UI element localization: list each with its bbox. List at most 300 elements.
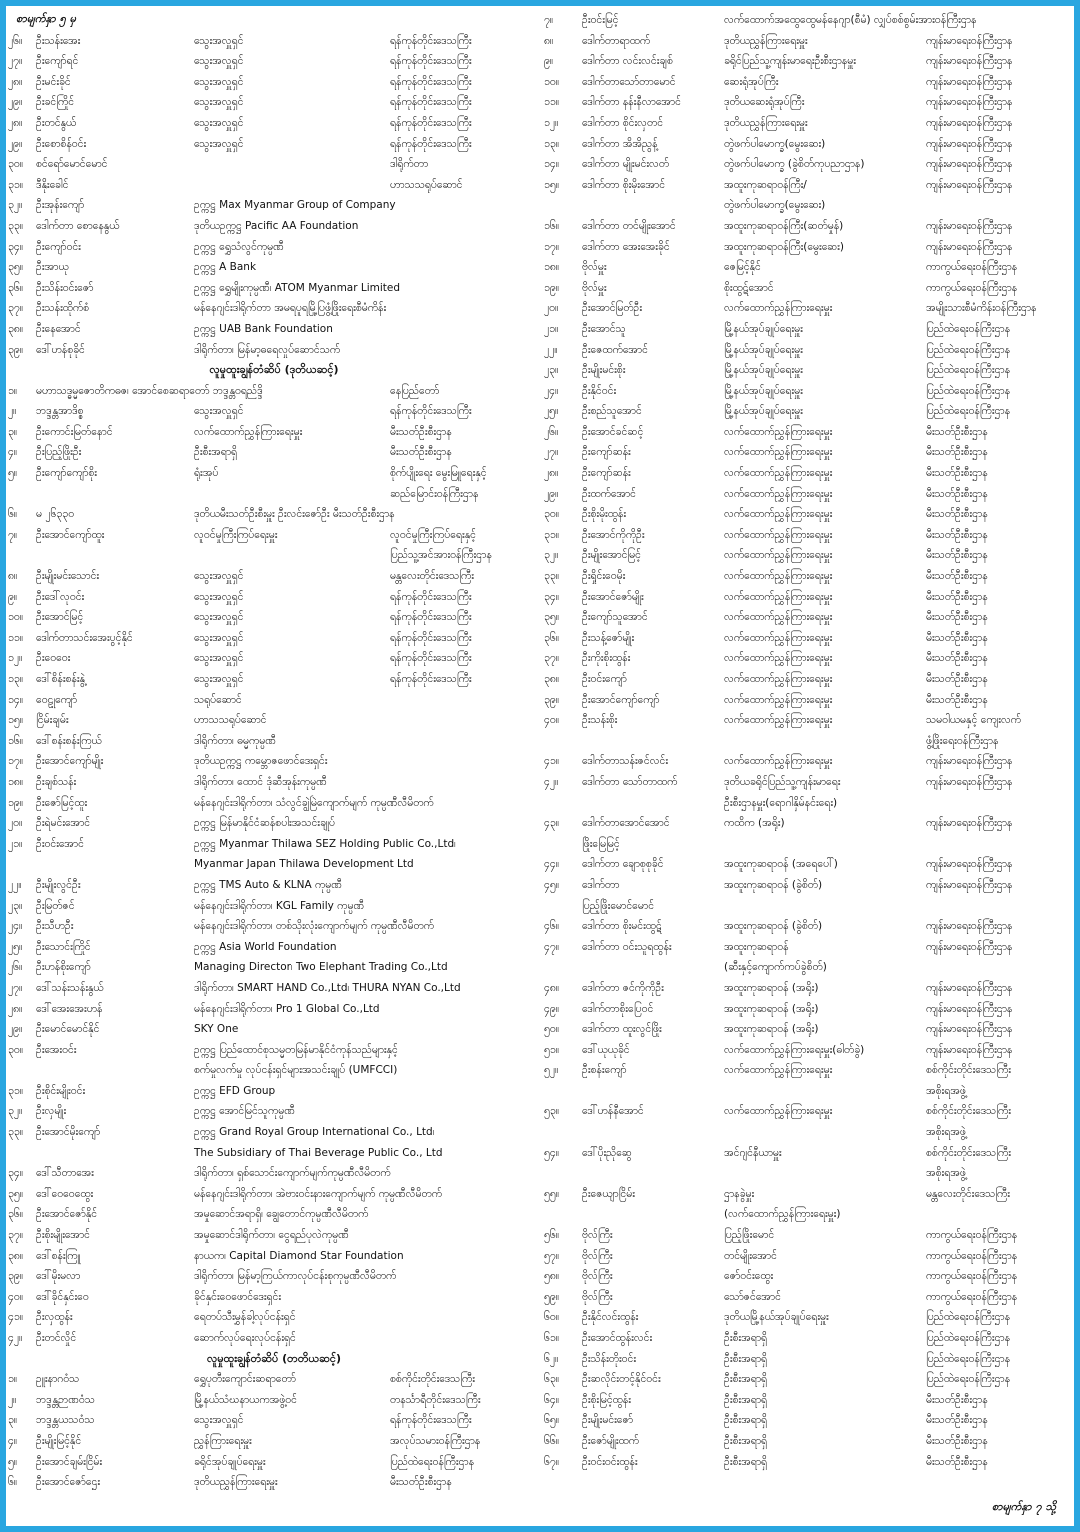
person-name: ဒေါက်တာ မျိုးမင်းလတ် (582, 158, 670, 171)
person-name: ဒေါက်တာသော်တာမောင် (582, 75, 676, 88)
list-item (8, 298, 540, 319)
position: SKY One (194, 1023, 239, 1036)
item-number: ၅၃။ (544, 1105, 559, 1118)
list-item (544, 1431, 1074, 1452)
list-item (8, 731, 540, 752)
organization: ကျန်းမာရေးဝန်ကြီးဌာန (926, 817, 1013, 830)
organization: ကျန်းမာရေးဝန်ကြီးဌာန (926, 75, 1013, 88)
position: မန်နေဂျင်းဒါရိုက်တာ၊ တစ်သိုးလုံးကျောက်မျက် ကုမ္ပဏီလီမိတက် (194, 920, 435, 933)
list-item (544, 92, 1074, 113)
right-column (544, 10, 1074, 1472)
list-item (544, 834, 1074, 855)
position: ဥက္ကဋ္ဌ Max Myanmar Group of Company (194, 199, 396, 212)
organization: ဆည်မြောင်းဝန်ကြီးဌာန (390, 487, 479, 500)
item-number: ၆၃။ (544, 1373, 559, 1386)
person-name: ဒေါက်တာသင်းအေးပွင့်နိုင် (36, 631, 133, 644)
organization: ပြည်ထဲရေးဝန်ကြီးဌာန (926, 1352, 1011, 1365)
item-number: ၇။ (544, 14, 554, 26)
organization: ပြည်ထဲရေးဝန်ကြီးဌာန (926, 322, 1011, 335)
position: အထူးကုဆရာဝန် (ခွဲစိတ်) (724, 920, 823, 933)
item-number: ၄၁။ (544, 755, 559, 768)
item-number: ၂၈။ (8, 116, 23, 129)
list-item (8, 195, 540, 216)
item-number: ၄၂။ (8, 1332, 23, 1344)
item-number: ၆။ (8, 1476, 18, 1489)
position: ဦးစီးအရာရှိ (724, 1393, 768, 1406)
list-item (544, 731, 1074, 752)
position: ညွှန်ကြားရေးမှူး (194, 1434, 252, 1447)
person-name: ဘဒ္ဒန္တဉာဏဝံသ (36, 1393, 95, 1406)
list-item (544, 648, 1074, 669)
item-number: ၂၅။ (544, 405, 559, 418)
list-item (8, 154, 540, 175)
organization: ကျန်းမာရေးဝန်ကြီးဌာန (926, 96, 1013, 109)
item-number: ၅၀။ (544, 1023, 559, 1036)
person-name: ဦးသန့်ဇော်မျိုး (582, 631, 635, 644)
position: မြို့နယ်အုပ်ချုပ်ရေးမှူး (724, 364, 803, 377)
person-name: ဦးကျော်ကျော်စိုး (36, 467, 97, 480)
list-item (544, 896, 1074, 917)
person-name: ဦးဇော်မြင့်ထူး (36, 796, 88, 809)
section-heading-text: လူမှုထူးချွန်တံဆိပ် (ဒုတိယဆင့်) (209, 363, 339, 377)
list-item (8, 1101, 540, 1122)
item-number: ၃၆။ (8, 1208, 23, 1221)
position: လက်ထောက်ညွှန်ကြားရေးမှူး (724, 755, 833, 768)
organization: ကာကွယ်ရေးဝန်ကြီးဌာန (926, 1229, 1018, 1242)
person-name: ဝေဠုကျော် (36, 693, 78, 706)
list-item (544, 545, 1074, 566)
item-number: ၄၁။ (8, 1311, 23, 1324)
person-name: ဒေါက်တာ စိုးမင်းထွဋ် (582, 920, 662, 933)
item-number: ၉။ (544, 55, 554, 68)
position: စိုးထွဋ်အောင် (724, 281, 774, 294)
position: လက်ထောက်ညွှန်ကြားရေးမှူး (724, 487, 833, 500)
list-item (8, 1019, 540, 1040)
person-name: ဦးအေးဝင်း (36, 1043, 77, 1056)
item-number: ၅။ (8, 467, 18, 480)
person-name: ဒေါ်ခိုင်နှင်းဝေ (36, 1290, 89, 1303)
item-number: ၃၀။ (544, 508, 559, 521)
list-item (8, 937, 540, 958)
item-number: ၄၃။ (544, 817, 559, 830)
organization: မီးသတ်ဦးစီးဌာန (926, 1434, 988, 1447)
page-continued-to: စာမျက်နှာ ၇ သို့ (991, 1500, 1056, 1513)
item-number: ၂၄။ (8, 920, 23, 933)
organization: ကျန်းမာရေးဝန်ကြီးဌာန (926, 1002, 1013, 1015)
person-name: ဦးအောင်ကျော်မျိုး (36, 755, 104, 768)
position: လက်ထောက်အထွေထွေမန်နေဂျာ(စီမံ) လျှပ်စစ်စွမ်းအားဝန်ကြီးဌာန (724, 14, 977, 26)
organization: ပြည်သူ့အင်အားဝန်ကြီးဌာန (390, 549, 492, 562)
item-number: ၅၆။ (544, 1229, 559, 1242)
list-item (8, 875, 540, 896)
position: အထူးကုဆရာဝန်ကြီး(မွေးဆေး) (724, 240, 844, 253)
organization: ဟာသသရုပ်ဆောင် (390, 178, 463, 191)
list-item (544, 1060, 1074, 1081)
list-item (544, 484, 1074, 505)
organization: ရန်ကုန်တိုင်းဒေသကြီး (390, 75, 472, 88)
item-number: ၃၄။ (8, 240, 23, 253)
item-number: ၃၁။ (544, 528, 559, 541)
item-number: ၃၉။ (8, 1270, 23, 1283)
position: ဦးစီးအရာရှိ (724, 1455, 768, 1468)
organization: ရန်ကုန်တိုင်းဒေသကြီး (390, 55, 472, 68)
position: စက်မှုလက်မှု လုပ်ငန်းရှင်များအသင်းချုပ် (UMFCCI) (194, 1064, 398, 1077)
position: ဒုတိယမီးသတ်ဦးစီးမှူး ဦးလင်းဇော်ဦး မီးသတ်ဦးစီးဌာန (194, 508, 395, 521)
person-name: ဦးထက်အောင် (582, 487, 636, 500)
item-number: ၃၉။ (8, 343, 23, 356)
list-item (8, 669, 540, 690)
position: ဦးစီးအရာရှိ (724, 1332, 768, 1344)
list-item (544, 1225, 1074, 1246)
list-item (544, 607, 1074, 628)
person-name: ဦးကိုးစိုးထွန်း (582, 652, 631, 665)
item-number: ၄၈။ (544, 981, 560, 994)
organization: မီးသတ်ဦးစီးဌာန (926, 528, 988, 541)
position: သွေးအလှူရှင် (194, 1414, 244, 1427)
list-item (8, 278, 540, 299)
list-item (544, 175, 1074, 196)
list-item (544, 854, 1074, 875)
list-item (8, 751, 540, 772)
organization: မန္တလေးတိုင်းဒေသကြီး (390, 570, 474, 583)
item-number: ၃၆။ (544, 631, 559, 644)
left-column (8, 10, 540, 1493)
item-number: ၃၃။ (544, 570, 559, 583)
person-name: ဒေါက်တာ နန်းနီလာအောင် (582, 96, 681, 109)
person-name: ဦးသန်းအေး (36, 34, 81, 47)
item-number: ၁၄။ (544, 158, 559, 171)
person-name: ဦးလှမျိုး (36, 1105, 67, 1118)
item-number: ၃၇။ (8, 302, 23, 315)
organization: ကျန်းမာရေးဝန်ကြီးဌာန (926, 240, 1013, 253)
item-number: ၁၇။ (544, 240, 559, 253)
list-item (8, 1163, 540, 1184)
person-name: ဦးဒေါ်လုဝင်း (36, 590, 85, 603)
person-name: ဗိုလ်မှူး (582, 281, 607, 294)
list-item (8, 442, 540, 463)
person-name: ဦးအောင်ကျော်ကျော် (582, 693, 660, 706)
person-name: ဦးအောင်ထွန်းလင်း (582, 1332, 653, 1344)
person-name: ဥူးနာဂဝံသ (36, 1373, 80, 1386)
organization: ပြည်ထဲရေးဝန်ကြီးဌာန (926, 1332, 1011, 1344)
position: ဒါရိုက်တာ၊ မြန်မာ့ဓရေလှုပ်ဆောင်သက် (194, 343, 341, 356)
list-item (544, 978, 1074, 999)
position: တွဲဖက်ပါမောက္ခ (ခွဲစိတ်ကုပညာဌာန) (724, 158, 865, 171)
item-number: ၃၈။ (8, 322, 24, 335)
list-item (544, 1349, 1074, 1370)
item-number: ၈။ (8, 570, 18, 583)
person-name: မဟာသဒ္ဓမ္မဇောတိကဓဇ၊ အောင်စေဆရာတော် ဘဒ္ဒန္တဝရည်ဒ္ဒိ (36, 384, 263, 397)
list-item (544, 257, 1074, 278)
item-number: ၆၅။ (544, 1414, 559, 1427)
item-number: ၄၄။ (544, 858, 559, 871)
organization: မီးသတ်ဦးစီးဌာန (926, 673, 988, 685)
person-name: ဒေါ်ဟန်နီအောင် (582, 1105, 644, 1118)
item-number: ၃၁။ (8, 1084, 23, 1097)
item-number: ၃၅။ (8, 261, 23, 274)
item-number: ၂၈။ (8, 75, 23, 88)
person-name: ဦးလှထွန်း (36, 1311, 73, 1324)
item-number: ၃၄။ (544, 590, 559, 603)
organization: ရန်ကုန်တိုင်းဒေသကြီး (390, 34, 472, 47)
item-number: ၂၁။ (544, 322, 559, 335)
position: ဥက္ကဋ္ဌ Asia World Foundation (194, 940, 337, 953)
person-name: ဒေါက်တာ သော်တာထက် (582, 775, 678, 788)
person-name: ဒေါက်တာ အိအိညွန့် (582, 137, 658, 150)
position: ဥက္ကဋ္ဌ TMS Auto & KLNA ကုမ္ပဏီ (194, 878, 342, 891)
organization: ကျန်းမာရေးဝန်ကြီးဌာန (926, 981, 1013, 994)
item-number: ၉။ (8, 590, 18, 603)
person-name: ဦးဇေထက်အောင် (582, 343, 648, 356)
organization: ရန်ကုန်တိုင်းဒေသကြီး (390, 137, 472, 150)
position: ဥက္ကဋ္ဌ အောင်မြင်သူကုမ္ပဏီ (194, 1105, 295, 1118)
list-item (8, 1307, 540, 1328)
position: သွေးအလှူရှင် (194, 673, 244, 685)
organization: မီးသတ်ဦးစီးဌာန (926, 590, 988, 603)
list-item (8, 813, 540, 834)
item-number: ၄။ (8, 446, 18, 459)
organization: ကာကွယ်ရေးဝန်ကြီးဌာန (926, 261, 1018, 274)
position: မြို့နယ်အုပ်ချုပ်ရေးမှူး (724, 322, 803, 335)
position: (ဆီးနှင့်ကျောက်ကပ်ခွဲစိတ်) (724, 961, 827, 974)
item-number: ၃၅။ (8, 1187, 23, 1200)
list-item (8, 1287, 540, 1308)
item-number: ၄၇။ (544, 940, 559, 953)
position: သွေးအလှူရှင် (194, 631, 244, 644)
organization: ရန်ကုန်တိုင်းဒေသကြီး (390, 631, 472, 644)
organization: ကျန်းမာရေးဝန်ကြီးဌာန (926, 34, 1013, 47)
list-item (544, 772, 1074, 793)
position: ဦးစီးအရာရှိ (194, 446, 238, 459)
list-item (544, 566, 1074, 587)
item-number: ၆၆။ (544, 1434, 559, 1447)
position: ဥက္ကဋ္ဌ ပြည်ထောင်စုသမ္မတမြန်မာနိုင်ငံကုန်သည်များနှင့် (194, 1043, 398, 1056)
person-name: ဦးကျော်ဆန်း (582, 446, 631, 459)
item-number: ၂၉။ (8, 137, 23, 150)
list-item (544, 381, 1074, 402)
list-item (544, 340, 1074, 361)
person-name: မ ၂၆၃၃၀ (36, 508, 75, 521)
position: ဒုတိယဥက္ကဋ္ဌ ကမ္ဘောဇဖောင်ဒေးရှင်း (194, 755, 328, 768)
list-item (544, 937, 1074, 958)
list-item (544, 504, 1074, 525)
position: ဒုတိယဆေးရုံအုပ်ကြီး (724, 96, 805, 109)
list-item (8, 31, 540, 52)
item-number: ၁၁။ (544, 96, 559, 109)
person-name: ဒေါက်တာသန်းဇင်လင်း (582, 755, 669, 768)
organization: ပြည်ထဲရေးဝန်ကြီးဌာန (926, 1311, 1011, 1324)
position: မြို့နယ်အုပ်ချုပ်ရေးမှူး (724, 343, 803, 356)
position: လူဝင်မှုကြီးကြပ်ရေးမှူး (194, 528, 278, 541)
list-item (8, 628, 540, 649)
person-name: ဒေါ်သန်းသန်းနွယ် (36, 981, 104, 994)
list-item (544, 669, 1074, 690)
person-name: ဦးကျော်သူအောင် (582, 611, 648, 624)
person-name: ဗိုလ်ကြီး (582, 1290, 613, 1303)
position: ဥက္ကဋ္ဌ EFD Group (194, 1084, 276, 1097)
organization: ကျန်းမာရေးဝန်ကြီးဌာန (926, 755, 1013, 768)
position: လက်ထောက်ညွှန်ကြားရေးမှူး (724, 570, 833, 583)
item-number: ၂၈။ (8, 1002, 23, 1015)
item-number: ၅၇။ (544, 1249, 559, 1262)
item-number: ၄၂။ (544, 775, 559, 788)
organization: မီးသတ်ဦးစီးဌာန (926, 508, 988, 521)
item-number: ၅၂။ (544, 1064, 559, 1077)
position: သွေးအလှူရှင် (194, 570, 244, 583)
person-name: ဦးမြတ်ဇင် (36, 899, 75, 912)
organization: ရန်ကုန်တိုင်းဒေသကြီး (390, 673, 472, 685)
section-heading (8, 360, 540, 381)
person-name: ဦးမျိုးအောင်မြင့် (582, 549, 641, 562)
organization: ကာကွယ်ရေးဝန်ကြီးဌာန (926, 1290, 1018, 1303)
position: ဇေမြင့်နိုင် (724, 261, 761, 274)
list-item (8, 916, 540, 937)
list-item (8, 710, 540, 731)
list-item (8, 1266, 540, 1287)
list-item (544, 690, 1074, 711)
organization: ကျန်းမာရေးဝန်ကြီးဌာန (926, 55, 1013, 68)
person-name: ဦးချစ်သန်း (36, 775, 77, 788)
list-item (8, 854, 540, 875)
organization: မန္တလေးတိုင်းဒေသကြီး (926, 1187, 1010, 1200)
item-number: ၄၅။ (544, 878, 559, 891)
organization: ရန်ကုန်တိုင်းဒေသကြီး (390, 1414, 472, 1427)
position: ဥက္ကဋ္ဌ A Bank (194, 261, 257, 274)
organization: ရန်ကုန်တိုင်းဒေသကြီး (390, 652, 472, 665)
list-item (544, 298, 1074, 319)
list-item (8, 793, 540, 814)
position: မြို့နယ်အုပ်ချုပ်ရေးမှူး (724, 384, 803, 397)
item-number: ၃၂။ (8, 199, 23, 212)
list-item (544, 1204, 1074, 1225)
list-item (8, 978, 540, 999)
position: ပြည့်ဖြိုးမောင် (724, 1229, 775, 1242)
person-name: ဒေါ်စိန်းစန်းနွဲ့ (36, 673, 85, 685)
position: သွေးအလှူရှင် (194, 34, 244, 47)
item-number: ၅။ (8, 1455, 18, 1468)
person-name: ဦးအောင်မြတ်ဦး (582, 302, 643, 315)
item-number: ၂၁။ (8, 837, 23, 850)
list-item (544, 31, 1074, 52)
organization: ရန်ကုန်တိုင်းဒေသကြီး (390, 590, 472, 603)
list-item (544, 1266, 1074, 1287)
item-number: ၄၆။ (544, 920, 559, 933)
organization: ပြည်ထဲရေးဝန်ကြီးဌာန (390, 1455, 475, 1468)
person-name: ဒေါ်စန်းစန်းကြယ် (36, 734, 102, 747)
person-name: ဦးသောင်းကြိုင် (36, 940, 91, 953)
section-heading (8, 1349, 540, 1370)
position: လက်ထောက်ညွှန်ကြားရေးမှူး (724, 508, 833, 521)
person-name: ဦးစိုင်းမျိုးဝင်း (36, 1084, 86, 1097)
item-number: ၂၃။ (544, 364, 559, 377)
position: ဥက္ကဋ္ဌ ရွှေသံလွင်ကုမ္ပဏီ (194, 240, 284, 253)
list-item (544, 1143, 1074, 1164)
item-number: ၆။ (8, 508, 18, 521)
position: အထူးကုဆရာဝန် (အရိုး) (724, 1023, 819, 1036)
item-number: ၁၆။ (544, 219, 559, 232)
item-number: ၄၀။ (544, 714, 559, 727)
list-item (544, 957, 1074, 978)
item-number: ၂၆။ (8, 961, 23, 974)
item-number: ၃၂။ (544, 549, 559, 562)
list-item (8, 1369, 540, 1390)
position: လက်ထောက်ညွှန်ကြားရေးမှူး (724, 446, 833, 459)
organization: အလုပ်သမားဝန်ကြီးဌာန (390, 1434, 481, 1447)
person-name: စင်ရော်မောင်မောင် (36, 158, 108, 171)
organization: မီးသတ်ဦးစီးဌာန (926, 446, 988, 459)
list-item (544, 1369, 1074, 1390)
position: လက်ထောက်ညွှန်ကြားရေးမှူး (724, 1105, 833, 1118)
person-name: ဦးစည်သူအောင် (582, 405, 642, 418)
list-item (8, 422, 540, 443)
item-number: ၁၁။ (8, 631, 23, 644)
list-item (8, 957, 540, 978)
position: ဒုတိယခရိုင်ပြည်သူ့ကျန်းမာရေး (724, 775, 841, 788)
item-number: ၈။ (544, 34, 554, 47)
person-name: ဦးတင်နွယ် (36, 116, 77, 129)
position: လက်ထောက်ညွှန်ကြားရေးမှူး (724, 302, 833, 315)
list-item (8, 216, 540, 237)
list-item (544, 1410, 1074, 1431)
list-item (544, 1040, 1074, 1061)
list-item (544, 319, 1074, 340)
person-name: ဦးနေအောင် (36, 322, 81, 335)
item-number: ၂၄။ (544, 384, 559, 397)
person-name: ဦးသိန်းတိုးဝင်း (582, 1352, 637, 1365)
list-item (8, 1143, 540, 1164)
person-name: ဦးသန်းစိုး (582, 714, 618, 727)
item-number: ၃၄။ (8, 1167, 23, 1180)
item-number: ၄၀။ (8, 1290, 23, 1303)
person-name: ဒေါ်မိုးမလာ (36, 1270, 81, 1283)
list-item (8, 113, 540, 134)
position: တွဲဖက်ပါမောက္ခ(မွေးဆေး) (724, 199, 826, 212)
item-number: ၁။ (8, 384, 18, 397)
person-name: ဦးအောင်ဇော်နိုင် (36, 1208, 98, 1221)
person-name: ဦးပြည့်ဖြိုးဦး (36, 446, 82, 459)
position: ခိုင်နှင်းဝေဖောင်ဒေးရှင်း (194, 1290, 282, 1303)
organization: ကာကွယ်ရေးဝန်ကြီးဌာန (926, 1249, 1018, 1262)
position: လက်ထောက်ညွှန်ကြားရေးမှူး(ဓါတ်ခွဲ) (724, 1043, 865, 1056)
item-number: ၅၄။ (544, 1146, 559, 1159)
position: ဒုတိယညွှန်ကြားရေးမှူး (194, 1476, 278, 1489)
position: ဒုတိယမြို့နယ်အုပ်ချုပ်ရေးမှူး (724, 1311, 829, 1324)
item-number: ၃၀။ (8, 158, 23, 171)
person-name: ဦးသိန်းဝင်းဇော် (36, 281, 94, 294)
person-name: ဒေါက်တာစိုးပြေဝင် (582, 1002, 654, 1015)
list-item (544, 1122, 1074, 1143)
position: မြို့နယ်သံဃနာယကအဖွဲ့ဝင် (194, 1393, 297, 1406)
list-item (8, 484, 540, 505)
person-name: ဦးကောင်းမြတ်နောင် (36, 425, 113, 438)
person-name: ဦးအောင်ဇော်ဌေး (36, 1476, 101, 1489)
person-name: ဦးစန်းကျော် (582, 1064, 627, 1077)
list-item (8, 896, 540, 917)
item-number: ၇။ (8, 528, 18, 541)
list-item (544, 10, 1074, 31)
organization: သမဝါယမနှင့် ကျေးလက် (926, 714, 1022, 727)
person-name: ဦးရှိုင်းဝေမိုး (582, 570, 626, 583)
position: သွေးအလှူရှင် (194, 137, 244, 150)
person-name: ဦးမျိုးမင်းဇော် (582, 1414, 634, 1427)
list-item (8, 545, 540, 566)
item-number: ၁၅။ (8, 714, 23, 727)
item-number: ၂၇။ (8, 981, 23, 994)
list-item (8, 463, 540, 484)
list-item (8, 1040, 540, 1061)
position: လက်ထောက်ညွှန်ကြားရေးမှူး (724, 631, 833, 644)
item-number: ၁၃။ (544, 137, 559, 150)
